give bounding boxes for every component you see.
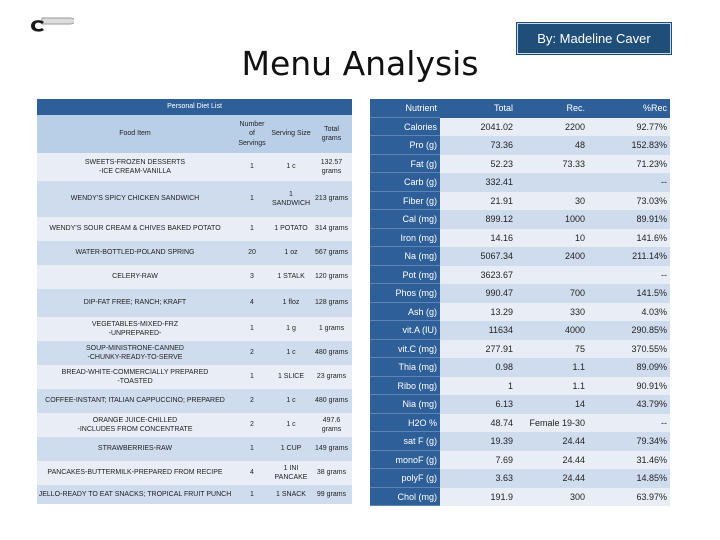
pct-rec-cell: 92.77% xyxy=(588,118,670,137)
table-row xyxy=(37,437,352,461)
food-item-cell: WENDY'S SOUR CREAM & CHIVES BAKED POTATO xyxy=(49,225,221,233)
nutrient-name-cell: Nia (mg) xyxy=(370,395,440,414)
table-row xyxy=(370,136,670,155)
rec-cell: 30 xyxy=(516,192,588,211)
table-row xyxy=(370,451,670,470)
nutrient-name-cell: Fiber (g) xyxy=(370,192,440,211)
col-total: Total xyxy=(440,99,516,118)
servings-cell: 4 xyxy=(250,299,254,307)
total-cell: 0.98 xyxy=(440,358,516,377)
total-grams-cell: 132.57 grams xyxy=(320,158,343,175)
total-cell: 5067.34 xyxy=(440,247,516,266)
servings-cell: 2 xyxy=(250,349,254,357)
total-cell: 191.9 xyxy=(440,488,516,507)
servings-cell: 1 xyxy=(250,163,254,171)
table-row xyxy=(370,377,670,396)
table-row xyxy=(37,317,352,341)
nutrient-name-cell: Ribo (mg) xyxy=(370,377,440,396)
rec-cell: 10 xyxy=(516,229,588,248)
total-grams-cell: 314 grams xyxy=(314,225,349,233)
nutrient-name-cell: Fat (g) xyxy=(370,155,440,174)
total-cell: 6.13 xyxy=(440,395,516,414)
col-servings: Number of Servings xyxy=(238,120,266,147)
table-row xyxy=(370,210,670,229)
pct-rec-cell: 14.85% xyxy=(588,469,670,488)
total-cell: 3623.67 xyxy=(440,266,516,285)
nutrient-name-cell: Ash (g) xyxy=(370,303,440,322)
diet-rows xyxy=(37,153,352,504)
table-row xyxy=(37,485,352,504)
pct-rec-cell: 141.5% xyxy=(588,284,670,303)
nutrient-name-cell: vit.C (mg) xyxy=(370,340,440,359)
total-cell: 52.23 xyxy=(440,155,516,174)
table-row xyxy=(37,341,352,365)
table-row xyxy=(370,395,670,414)
table-row xyxy=(37,365,352,389)
food-item-cell: ORANGE JUICE-CHILLED -INCLUDES FROM CONCENTRATE xyxy=(77,416,193,433)
food-item-cell: WENDY'S SPICY CHICKEN SANDWICH xyxy=(70,195,200,203)
nutrient-name-cell: H2O % xyxy=(370,414,440,433)
servings-cell: 1 xyxy=(250,373,254,381)
servings-cell: 1 xyxy=(250,225,254,233)
total-grams-cell: 567 grams xyxy=(314,249,349,257)
col-pct-rec: %Rec xyxy=(588,99,670,118)
serving-size-cell: 1 SLICE xyxy=(277,373,305,381)
table-row xyxy=(37,181,352,217)
food-item-cell: VEGETABLES-MIXED-FRZ -UNPREPARED- xyxy=(91,320,179,337)
total-cell: 277.91 xyxy=(440,340,516,359)
total-grams-cell: 38 grams xyxy=(316,469,347,477)
servings-cell: 1 xyxy=(250,325,254,333)
serving-size-cell: 1 c xyxy=(286,163,296,171)
rec-cell: 2400 xyxy=(516,247,588,266)
rec-cell xyxy=(516,173,588,192)
total-cell: 2041.02 xyxy=(440,118,516,137)
total-cell: 21.91 xyxy=(440,192,516,211)
rec-cell: 75 xyxy=(516,340,588,359)
rec-cell: 300 xyxy=(516,488,588,507)
table-row xyxy=(370,488,670,507)
col-total-grams: Total grams xyxy=(321,125,342,142)
nutrient-name-cell: polyF (g) xyxy=(370,469,440,488)
col-rec: Rec. xyxy=(516,99,588,118)
rec-cell: 700 xyxy=(516,284,588,303)
pct-rec-cell: 89.09% xyxy=(588,358,670,377)
table-row xyxy=(37,289,352,317)
table-row xyxy=(370,247,670,266)
total-grams-cell: 149 grams xyxy=(314,445,349,453)
col-serving-size: Serving Size xyxy=(271,130,311,138)
total-grams-cell: 213 grams xyxy=(314,195,349,203)
nutrient-name-cell: Chol (mg) xyxy=(370,488,440,507)
nutrient-rows xyxy=(370,118,670,507)
table-row xyxy=(370,155,670,174)
total-grams-cell: 480 grams xyxy=(314,349,349,357)
servings-cell: 20 xyxy=(248,249,256,257)
pct-rec-cell: 141.6% xyxy=(588,229,670,248)
nutrient-name-cell: Cal (mg) xyxy=(370,210,440,229)
total-cell: 19.39 xyxy=(440,432,516,451)
rec-cell xyxy=(516,266,588,285)
total-cell: 1 xyxy=(440,377,516,396)
total-grams-cell: 1 grams xyxy=(318,325,345,333)
table-row xyxy=(370,321,670,340)
servings-cell: 4 xyxy=(250,469,254,477)
food-item-cell: JELLO-READY TO EAT SNACKS; TROPICAL FRUIT PUNCH xyxy=(38,490,232,498)
pct-rec-cell: 4.03% xyxy=(588,303,670,322)
rec-cell: 1.1 xyxy=(516,358,588,377)
table-row xyxy=(37,461,352,485)
total-grams-cell: 128 grams xyxy=(314,299,349,307)
total-grams-cell: 99 grams xyxy=(316,490,347,498)
serving-size-cell: 1 STALK xyxy=(277,273,305,281)
serving-size-cell: 1 oz xyxy=(284,249,298,257)
table-row xyxy=(370,358,670,377)
table-row xyxy=(370,173,670,192)
nutrient-name-cell: Pro (g) xyxy=(370,136,440,155)
rec-cell: 24.44 xyxy=(516,451,588,470)
serving-size-cell: 1 g xyxy=(286,325,296,333)
rec-cell: 4000 xyxy=(516,321,588,340)
pct-rec-cell: 73.03% xyxy=(588,192,670,211)
pct-rec-cell: 43.79% xyxy=(588,395,670,414)
servings-cell: 3 xyxy=(250,273,254,281)
pct-rec-cell: 31.46% xyxy=(588,451,670,470)
total-cell: 990.47 xyxy=(440,284,516,303)
table-row xyxy=(370,432,670,451)
nutrient-name-cell: vit.A (IU) xyxy=(370,321,440,340)
rec-cell: Female 19-30 xyxy=(516,414,588,433)
rec-cell: 1.1 xyxy=(516,377,588,396)
total-cell: 899.12 xyxy=(440,210,516,229)
rec-cell: 24.44 xyxy=(516,432,588,451)
serving-size-cell: 1 floz xyxy=(282,299,300,307)
pct-rec-cell: 90.91% xyxy=(588,377,670,396)
table-row xyxy=(370,192,670,211)
total-cell: 7.69 xyxy=(440,451,516,470)
table-row xyxy=(370,414,670,433)
nutrient-name-cell: Phos (mg) xyxy=(370,284,440,303)
diet-column-headers xyxy=(37,115,352,153)
pct-rec-cell: 152.83% xyxy=(588,136,670,155)
table-row xyxy=(37,153,352,181)
food-item-cell: SOUP-MINISTRONE-CANNED -CHUNKY-READY-TO-SERVE xyxy=(85,344,184,361)
pct-rec-cell: 63.97% xyxy=(588,488,670,507)
pct-rec-cell: -- xyxy=(588,414,670,433)
serving-size-cell: 1 POTATO xyxy=(274,225,308,233)
pct-rec-cell: 211.14% xyxy=(588,247,670,266)
pct-rec-cell: 370.55% xyxy=(588,340,670,359)
food-item-cell: DIP-FAT FREE; RANCH; KRAFT xyxy=(83,299,187,307)
total-cell: 3.63 xyxy=(440,469,516,488)
table-row xyxy=(370,284,670,303)
rec-cell: 48 xyxy=(516,136,588,155)
rec-cell: 1000 xyxy=(516,210,588,229)
nutrient-name-cell: monoF (g) xyxy=(370,451,440,470)
nutrient-header-row xyxy=(370,99,670,118)
total-cell: 332.41 xyxy=(440,173,516,192)
rec-cell: 330 xyxy=(516,303,588,322)
col-food-item: Food Item xyxy=(119,130,151,138)
nutrient-name-cell: Carb (g) xyxy=(370,173,440,192)
table-row xyxy=(370,303,670,322)
food-item-cell: COFFEE-INSTANT; ITALIAN CAPPUCCINO; PREPARED xyxy=(45,397,225,405)
serving-size-cell: 1 c xyxy=(286,349,296,357)
pct-rec-cell: 290.85% xyxy=(588,321,670,340)
food-item-cell: CELERY-RAW xyxy=(112,273,158,281)
personal-diet-list xyxy=(37,99,352,504)
food-item-cell: STRAWBERRIES-RAW xyxy=(97,445,173,453)
total-cell: 14.16 xyxy=(440,229,516,248)
table-row xyxy=(370,229,670,248)
page-title: Menu Analysis xyxy=(241,44,479,83)
rec-cell: 73.33 xyxy=(516,155,588,174)
table-row xyxy=(37,265,352,289)
food-item-cell: PANCAKES-BUTTERMILK-PREPARED FROM RECIPE xyxy=(47,469,223,477)
pct-rec-cell: 71.23% xyxy=(588,155,670,174)
serving-size-cell: 1 c xyxy=(286,421,296,429)
table-row xyxy=(370,469,670,488)
diet-list-header: Personal Diet List xyxy=(37,99,352,115)
total-cell: 13.29 xyxy=(440,303,516,322)
table-row xyxy=(37,389,352,413)
table-row xyxy=(37,241,352,265)
logo-icon xyxy=(28,16,74,32)
pct-rec-cell: 79.34% xyxy=(588,432,670,451)
col-nutrient: Nutrient xyxy=(370,99,440,118)
pct-rec-cell: -- xyxy=(588,266,670,285)
pct-rec-cell: -- xyxy=(588,173,670,192)
servings-cell: 1 xyxy=(250,195,254,203)
serving-size-cell: 1 c xyxy=(286,397,296,405)
food-item-cell: SWEETS-FROZEN DESSERTS -ICE CREAM-VANILLA xyxy=(84,158,186,175)
serving-size-cell: 1 SANDWICH xyxy=(271,190,311,207)
rec-cell: 14 xyxy=(516,395,588,414)
author-badge: By: Madeline Caver xyxy=(517,23,671,54)
total-grams-cell: 497.6 grams xyxy=(321,416,342,433)
nutrient-table xyxy=(370,99,670,506)
nutrient-name-cell: Iron (mg) xyxy=(370,229,440,248)
nutrient-name-cell: Pot (mg) xyxy=(370,266,440,285)
nutrient-name-cell: sat F (g) xyxy=(370,432,440,451)
food-item-cell: WATER-BOTTLED-POLAND SPRING xyxy=(75,249,195,257)
table-row xyxy=(370,340,670,359)
total-cell: 73.36 xyxy=(440,136,516,155)
table-row xyxy=(370,118,670,137)
rec-cell: 24.44 xyxy=(516,469,588,488)
total-grams-cell: 120 grams xyxy=(314,273,349,281)
servings-cell: 2 xyxy=(250,421,254,429)
servings-cell: 2 xyxy=(250,397,254,405)
total-cell: 48.74 xyxy=(440,414,516,433)
total-grams-cell: 23 grams xyxy=(316,373,347,381)
serving-size-cell: 1 SNACK xyxy=(276,490,306,498)
servings-cell: 1 xyxy=(250,490,254,498)
nutrient-name-cell: Calories xyxy=(370,118,440,137)
table-row xyxy=(37,217,352,241)
total-grams-cell: 480 grams xyxy=(314,397,349,405)
table-row xyxy=(37,413,352,437)
food-item-cell: BREAD-WHITE-COMMERCIALLY PREPARED -TOASTED xyxy=(61,368,209,385)
pct-rec-cell: 89.91% xyxy=(588,210,670,229)
nutrient-name-cell: Na (mg) xyxy=(370,247,440,266)
serving-size-cell: 1 CUP xyxy=(280,445,302,453)
total-cell: 11634 xyxy=(440,321,516,340)
table-row xyxy=(370,266,670,285)
serving-size-cell: 1 INI PANCAKE xyxy=(274,464,308,481)
servings-cell: 1 xyxy=(250,445,254,453)
rec-cell: 2200 xyxy=(516,118,588,137)
nutrient-name-cell: Thia (mg) xyxy=(370,358,440,377)
